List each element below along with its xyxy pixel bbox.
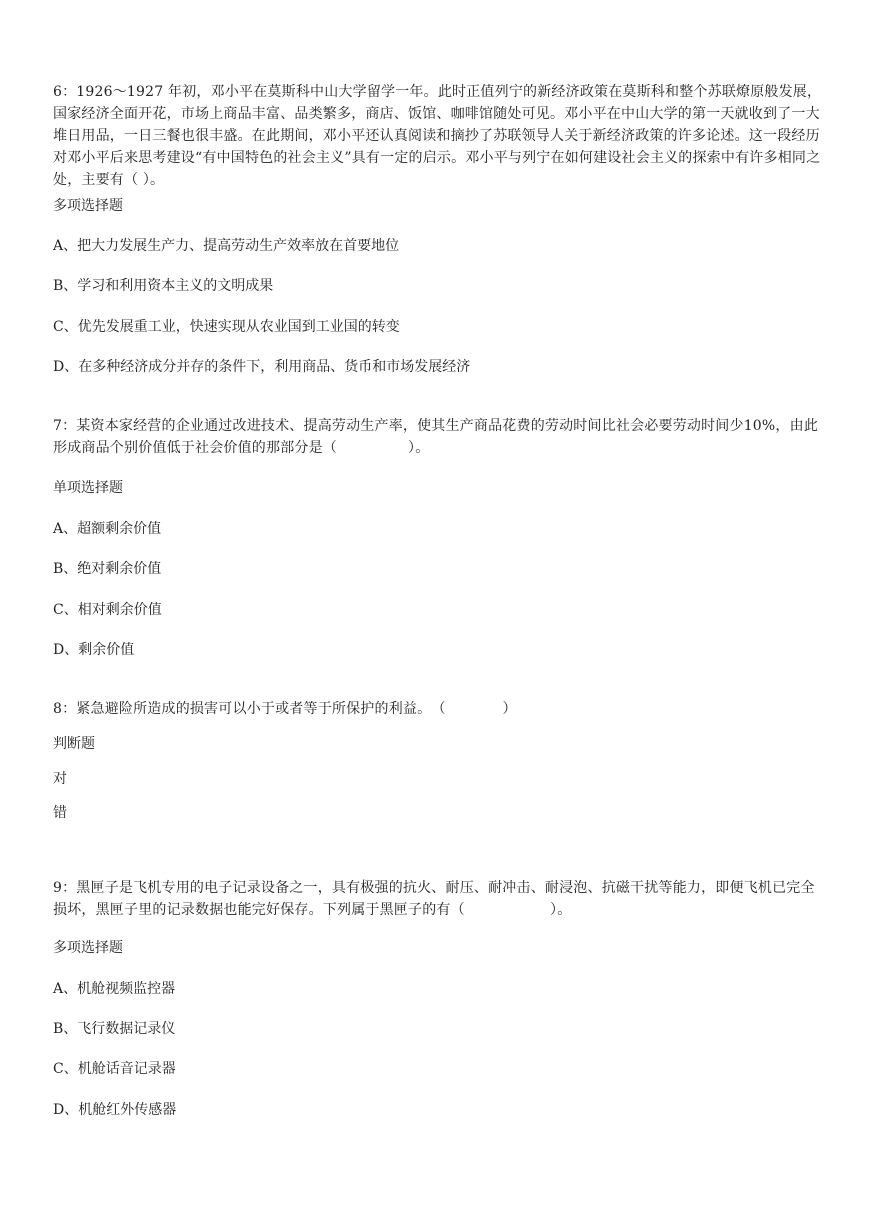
question-8-type: 判断题 [53, 736, 95, 752]
question-6-option-b[interactable]: B、学习和利用资本主义的文明成果 [53, 278, 274, 294]
question-7-option-b[interactable]: B、绝对剩余价值 [53, 561, 162, 577]
question-9-stem: 9：黑匣子是飞机专用的电子记录设备之一，具有极强的抗火、耐压、耐冲击、耐浸泡、抗磁干扰等能力，即便飞机已完全损坏，黑匣子里的记录数据也能完好保存。下列属于黑匣子的有（ ）。 [53, 880, 815, 918]
question-9-option-a[interactable]: A、机舱视频监控器 [53, 981, 176, 997]
question-6-option-c[interactable]: C、优先发展重工业，快速实现从农业国到工业国的转变 [53, 319, 400, 335]
question-9-type: 多项选择题 [53, 940, 123, 956]
question-8-option-false[interactable]: 错 [53, 805, 67, 821]
question-6 [53, 81, 823, 191]
question-7-stem: 7：某资本家经营的企业通过改进技术、提高劳动生产率，使其生产商品花费的劳动时间比社会必要劳动时间少10%，由此形成商品个别价值低于社会价值的那部分是（ ）。 [53, 418, 819, 456]
question-6-option-a[interactable]: A、把大力发展生产力、提高劳动生产效率放在首要地位 [53, 238, 400, 254]
question-7-type: 单项选择题 [53, 480, 123, 496]
question-9-option-c[interactable]: C、机舱话音记录器 [53, 1061, 176, 1077]
question-9 [53, 877, 823, 921]
question-8 [53, 698, 823, 720]
question-6-option-d[interactable]: D、在多种经济成分并存的条件下，利用商品、货币和市场发展经济 [53, 359, 471, 375]
question-8-stem: 8：紧急避险所造成的损害可以小于或者等于所保护的利益。 （ ） [53, 701, 517, 717]
question-9-option-d[interactable]: D、机舱红外传感器 [53, 1102, 177, 1118]
question-7-option-a[interactable]: A、超额剩余价值 [53, 521, 162, 537]
question-9-option-b[interactable]: B、飞行数据记录仪 [53, 1021, 176, 1037]
question-7 [53, 415, 823, 459]
question-7-option-c[interactable]: C、相对剩余价值 [53, 602, 162, 618]
question-8-option-true[interactable]: 对 [53, 771, 67, 787]
question-6-type: 多项选择题 [53, 198, 123, 214]
question-6-stem: 6：1926～1927 年初，邓小平在莫斯科中山大学留学一年。此时正值列宁的新经济政策在莫斯科和整个苏联燎原般发展，国家经济全面开花，市场上商品丰富、品类繁多，商店、饭馆、咖啡馆随处可见。邓小平在中山大学的第一天就收到了一大堆日用品，一日三餐也很丰盛。在此期间，邓小平还认真阅读和摘抄了苏联领导人关于新经济政策的许多论述。这一段经历对邓小平后来思考建设“有中国特色的社会主义”具有一定的启示。邓小平与列宁在如何建设社会主义的探索中有许多相同之处，主要有（ ）。 [53, 84, 822, 188]
question-7-option-d[interactable]: D、剩余价值 [53, 642, 135, 658]
